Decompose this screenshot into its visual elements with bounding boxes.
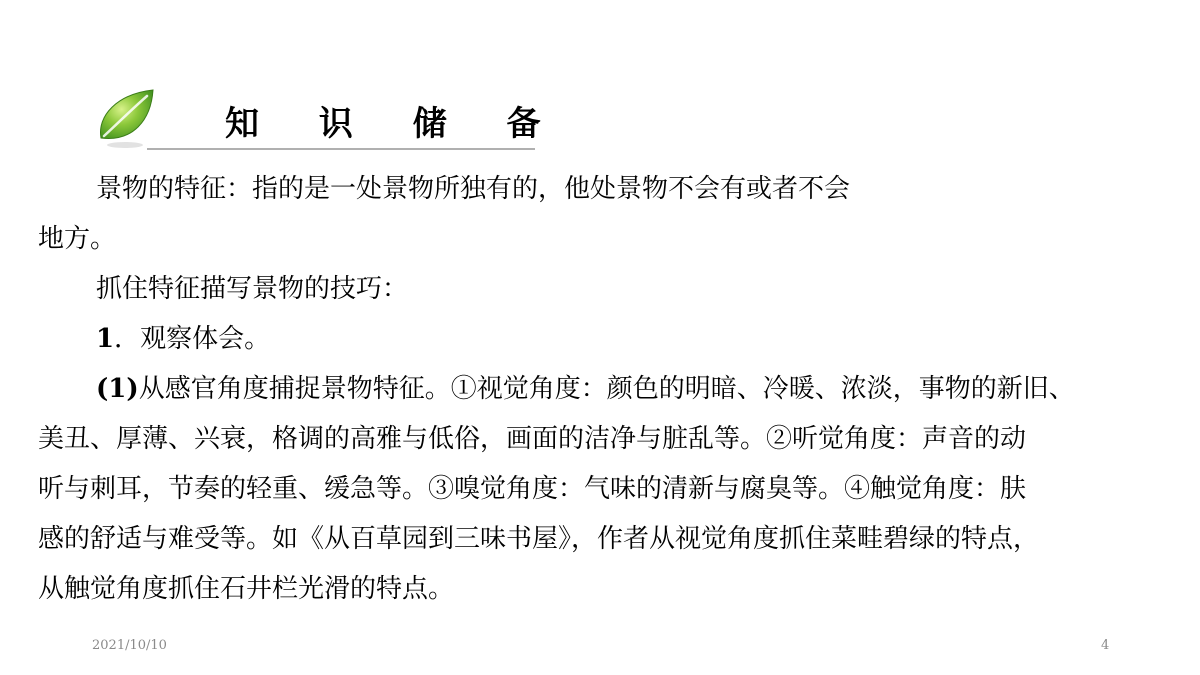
sub-item-1-text: 从感官角度捕捉景物特征。①视觉角度：颜色的明暗、冷暖、浓淡，事物的新旧、 bbox=[138, 374, 1075, 404]
item-1-number: 1 bbox=[96, 324, 115, 354]
section-title: 知 识 储 备 bbox=[225, 104, 565, 144]
leaf-icon bbox=[95, 88, 157, 150]
footer-date: 2021/10/10 bbox=[92, 638, 167, 653]
section-header bbox=[95, 88, 565, 152]
sub-item-1-line-2: 美丑、厚薄、兴衰，格调的高雅与低俗，画面的洁净与脏乱等。②听觉角度：声音的动 bbox=[38, 424, 1027, 454]
techniques-intro: 抓住特征描写景物的技巧： bbox=[96, 274, 409, 304]
definition-line-1: 景物的特征：指的是一处景物所独有的，他处景物不会有或者不会 bbox=[96, 174, 851, 204]
title-underline bbox=[147, 148, 535, 150]
sub-item-1-label: (1) bbox=[96, 374, 139, 404]
sub-item-1-line-1 bbox=[96, 374, 1075, 404]
sub-item-1-line-5: 从触觉角度抓住石井栏光滑的特点。 bbox=[38, 574, 455, 604]
item-1-heading bbox=[96, 324, 270, 354]
page-number: 4 bbox=[1101, 638, 1110, 653]
item-1-text: ．观察体会。 bbox=[114, 324, 271, 354]
sub-item-1-line-4: 感的舒适与难受等。如《从百草园到三味书屋》，作者从视觉角度抓住菜畦碧绿的特点， bbox=[38, 524, 1040, 554]
sub-item-1-line-3: 听与刺耳，节奏的轻重、缓急等。③嗅觉角度：气味的清新与腐臭等。④触觉角度：肤 bbox=[38, 474, 1027, 504]
definition-line-2: 地方。 bbox=[38, 224, 117, 254]
